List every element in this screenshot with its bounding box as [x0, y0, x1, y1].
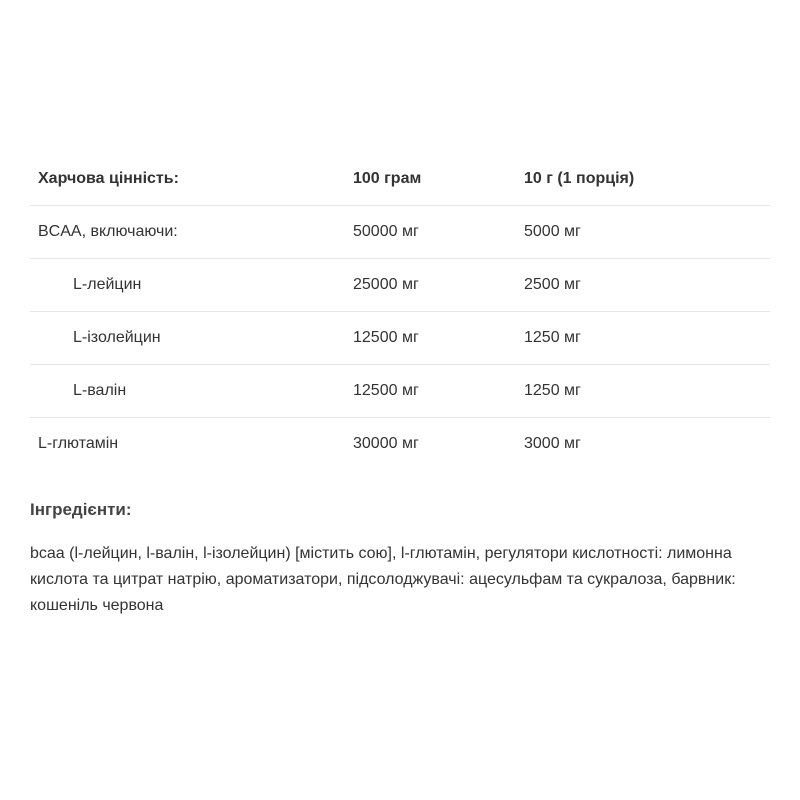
table-row — [30, 312, 770, 365]
table-row — [30, 365, 770, 418]
table-row — [30, 206, 770, 259]
row-per-100: 12500 мг — [353, 329, 419, 346]
nutrition-header-row — [30, 153, 770, 206]
nutrition-table — [30, 153, 770, 470]
row-per-100: 12500 мг — [353, 382, 419, 399]
row-per-100: 30000 мг — [353, 435, 419, 452]
row-per-serving: 1250 мг — [524, 382, 581, 399]
table-row — [30, 259, 770, 312]
row-per-serving: 3000 мг — [524, 435, 581, 452]
row-name: L-глютамін — [38, 435, 119, 452]
header-per-100: 100 грам — [353, 170, 422, 187]
row-per-serving: 2500 мг — [524, 276, 581, 293]
row-name: BCAA, включаючи: — [38, 223, 178, 240]
row-per-100: 25000 мг — [353, 276, 419, 293]
table-row — [30, 418, 770, 470]
header-name: Харчова цінність: — [38, 170, 179, 187]
row-per-serving: 1250 мг — [524, 329, 581, 346]
row-per-serving: 5000 мг — [524, 223, 581, 240]
row-name: L-валін — [73, 382, 127, 399]
row-per-100: 50000 мг — [353, 223, 419, 240]
header-per-serving: 10 г (1 порція) — [524, 170, 635, 187]
row-name: L-ізолейцин — [73, 329, 161, 346]
ingredients-text: bcaa (l-лейцин, l-валін, l-ізолейцин) [містить сою], l-глютамін, регулятори кислотності: лимонна кислота та цитрат натрію, ароматизатори, підсолоджувачі: ацесульфам та сукралоза, барвник: кошеніль червона — [30, 545, 736, 614]
ingredients-heading: Інгредієнти: — [30, 500, 132, 519]
row-name: L-лейцин — [73, 276, 142, 293]
